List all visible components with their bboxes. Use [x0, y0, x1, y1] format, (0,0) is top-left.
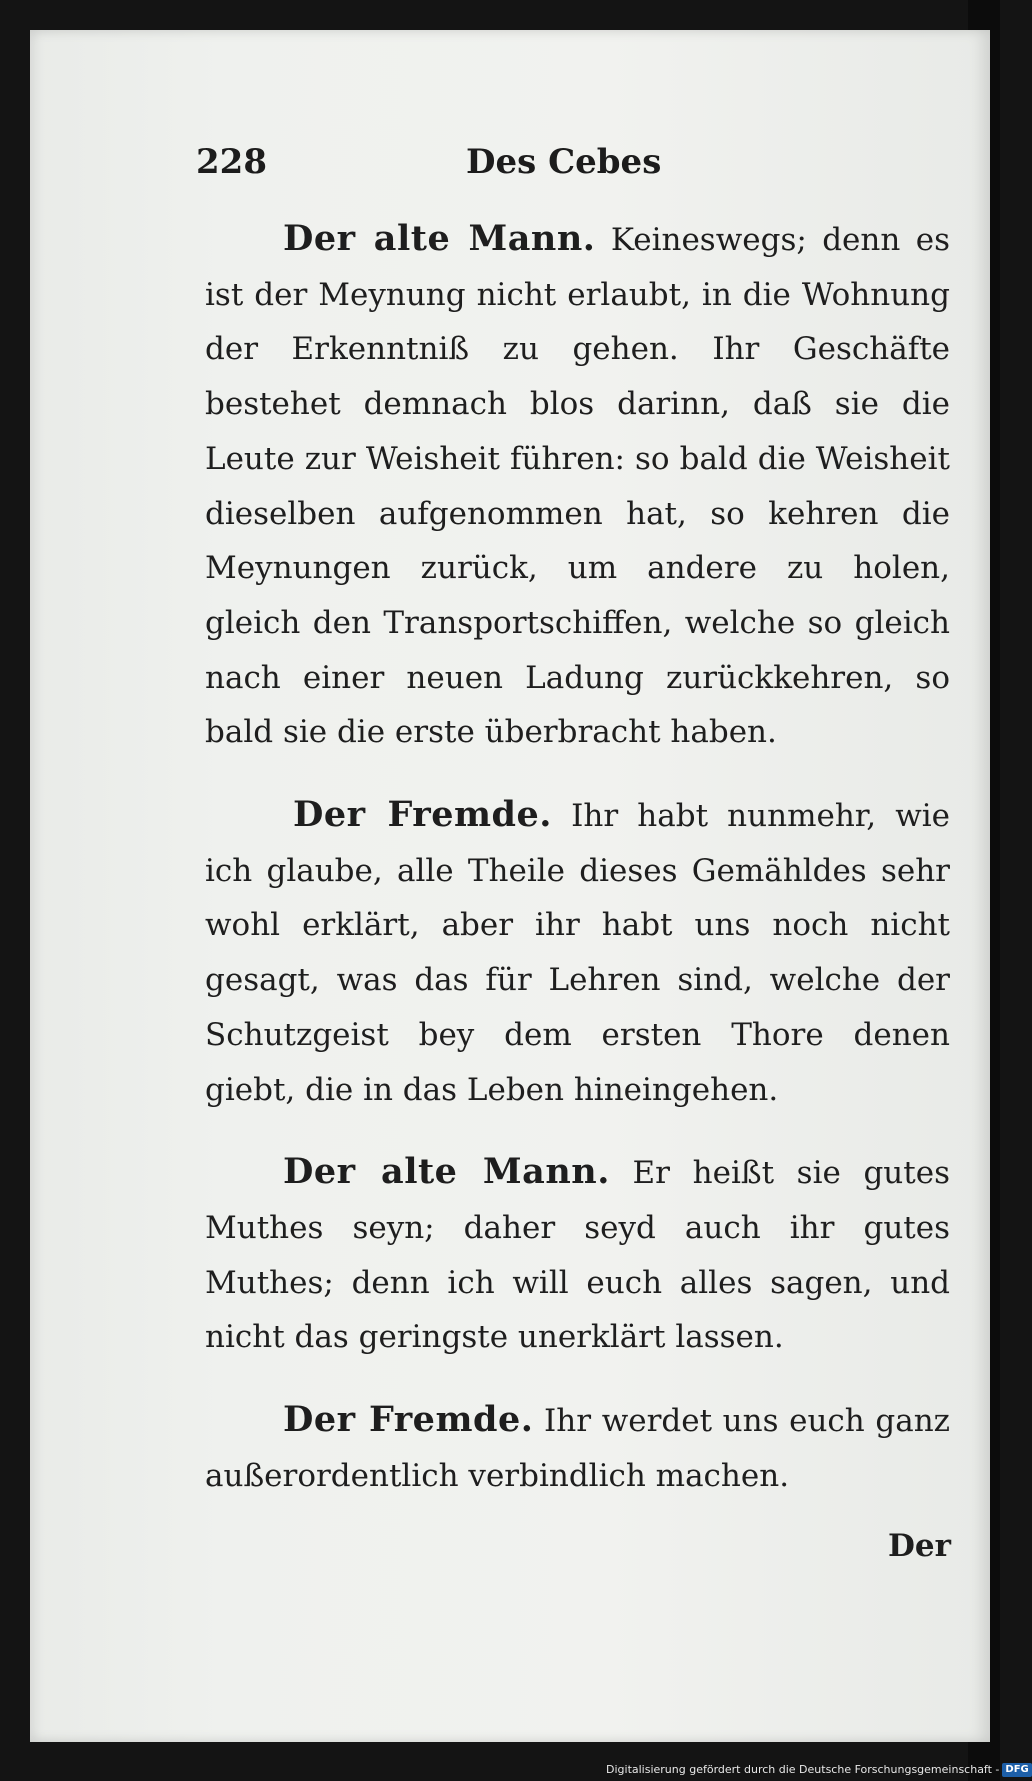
dialogue-text: Er heißt sie gutes Muthes seyn; daher seyd auch ihr gutes Muthes; denn ich will euch alles sagen, und nicht das geringste unerklärt lassen. — [205, 1155, 950, 1356]
dialogue-text: Ihr habt nunmehr, wie ich glaube, alle Theile dieses Gemähldes sehr wohl erklärt, aber ihr habt uns noch nicht gesagt, was das für Lehren sind, welche der Schutzgeist bey dem ersten Thore denen giebt, die in das Leben hineingehen. — [205, 798, 950, 1108]
credit-text: Digitalisierung gefördert durch die Deutsche Forschungsgemeinschaft - — [606, 1763, 1000, 1776]
speaker-label: Der alte Mann. — [283, 1151, 610, 1193]
dialogue-paragraph — [205, 788, 950, 1117]
dialogue-text: Ihr werdet uns euch ganz außerordentlich verbindlich machen. — [205, 1403, 950, 1494]
page-header — [196, 142, 816, 192]
running-head: Des Cebes — [466, 142, 662, 182]
speaker-label: Der alte Mann. — [283, 218, 596, 259]
dialogue-paragraph — [205, 1145, 950, 1365]
speaker-label: Der Fremde. — [283, 1399, 534, 1441]
speaker-label: Der Fremde. — [293, 794, 552, 836]
digitization-credit — [606, 1763, 1032, 1779]
catchword: Der — [888, 1528, 951, 1564]
page-number: 228 — [196, 142, 267, 182]
dialogue-text: Keineswegs; denn es ist der Meynung nicht erlaubt, in die Wohnung der Erkenntniß zu gehen. Ihr Geschäfte bestehet demnach blos darinn, daß sie die Leute zur Weisheit führen: so bald die Weisheit dieselben aufgenommen hat, so kehren die Meynungen zurück, um andere zu holen, gleich den Transportschiffen, welche so gleich nach einer neuen Ladung zurückkehren, so bald sie die erste überbracht haben. — [205, 222, 951, 751]
dialogue-paragraph — [205, 1393, 950, 1503]
dialogue-paragraph — [205, 212, 950, 760]
page-body — [205, 212, 950, 1531]
dfg-logo-icon: DFG — [1002, 1763, 1031, 1777]
